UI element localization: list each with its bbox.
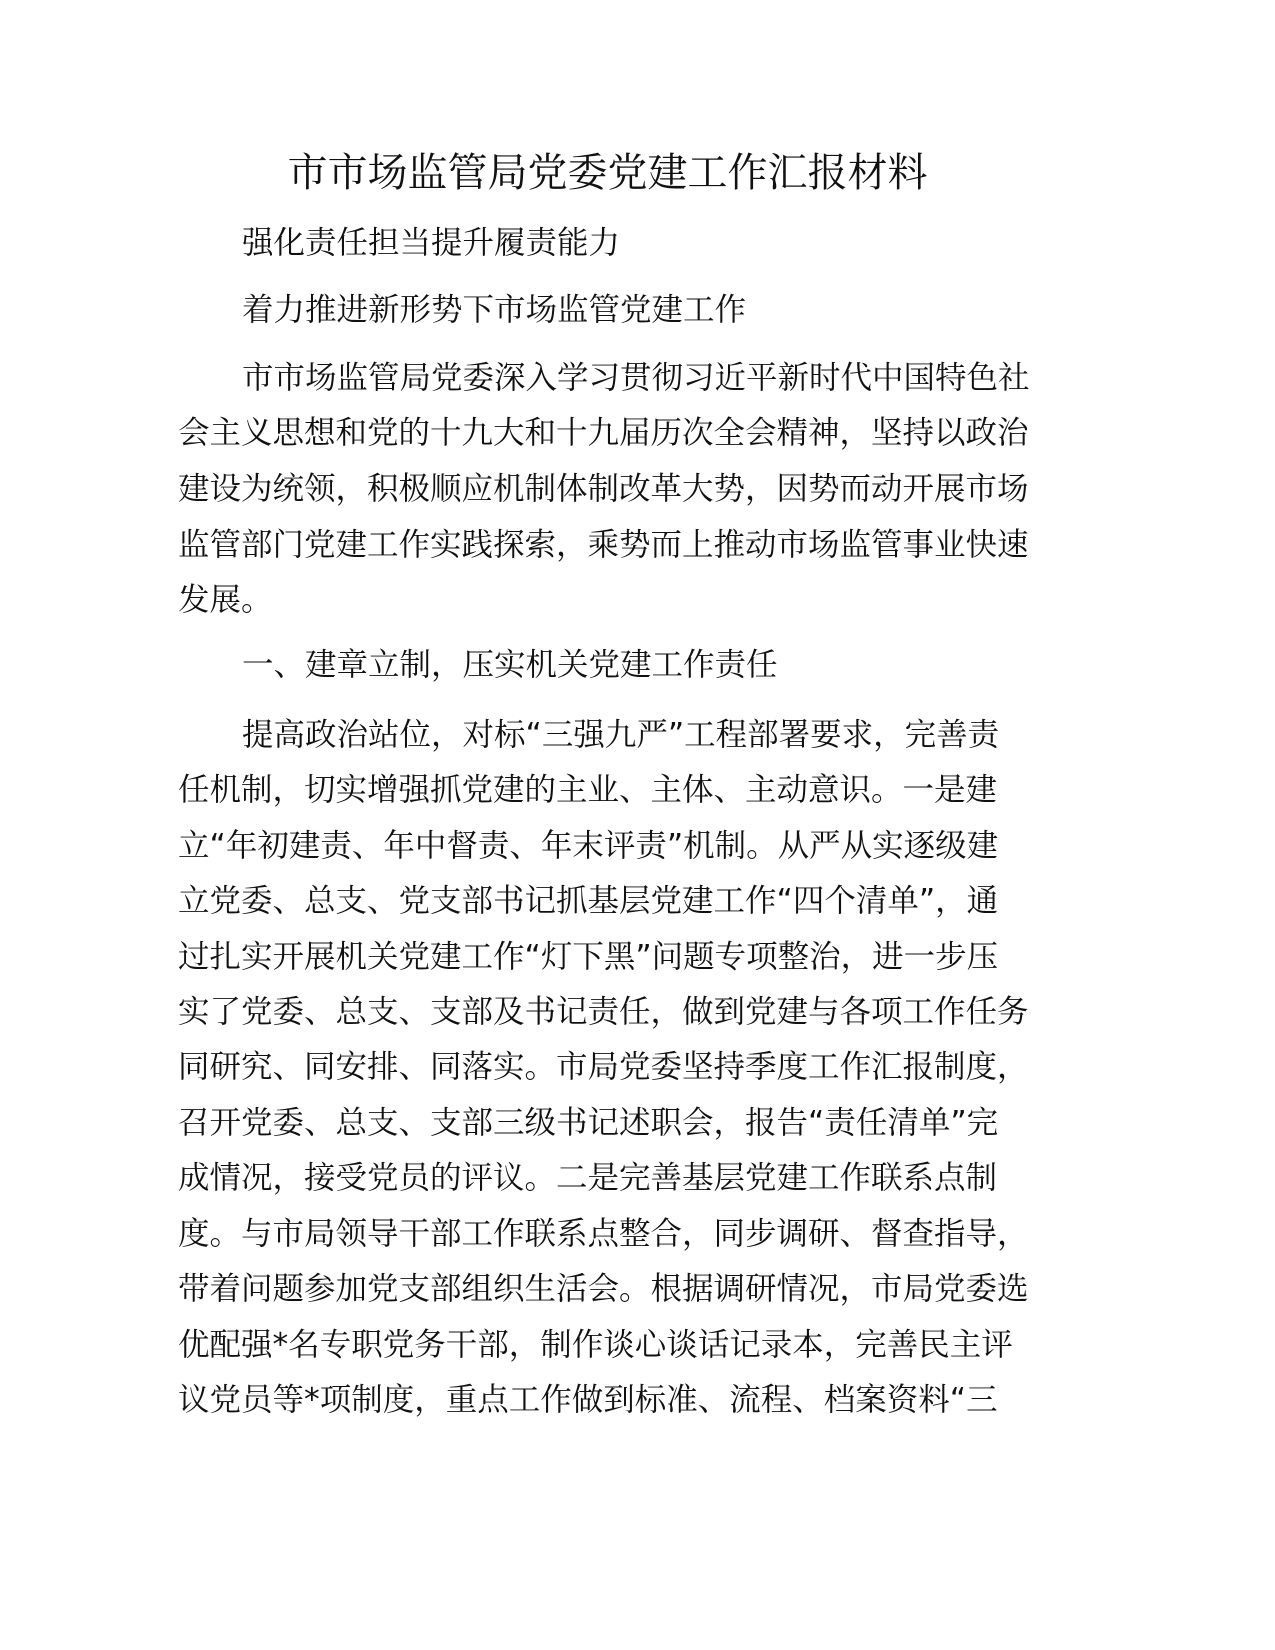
paragraph-line: 实了党委、总支、支部及书记责任，做到党建与各项工作任务 bbox=[178, 994, 1029, 1030]
paragraph-line: 发展。 bbox=[178, 582, 273, 618]
paragraph-line: 市市场监管局党委深入学习贯彻习近平新时代中国特色社 bbox=[242, 360, 1030, 396]
paragraph-line: 任机制，切实增强抓党建的主业、主体、主动意识。一是建 bbox=[178, 772, 998, 808]
paragraph-line: 立“年初建责、年中督责、年末评责”机制。从严从实逐级建 bbox=[178, 828, 999, 864]
document-title: 市市场监管局党委党建工作汇报材料 bbox=[287, 150, 928, 196]
paragraph-line: 成情况，接受党员的评议。二是完善基层党建工作联系点制 bbox=[178, 1160, 998, 1196]
paragraph-line: 监管部门党建工作实践探索，乘势而上推动市场监管事业快速 bbox=[178, 527, 1029, 563]
paragraph-line: 度。与市局领导干部工作联系点整合，同步调研、督查指导， bbox=[178, 1216, 1029, 1252]
paragraph-line: 议党员等*项制度，重点工作做到标准、流程、档案资料“三 bbox=[178, 1382, 998, 1418]
paragraph-line: 优配强*名专职党务干部，制作谈心谈话记录本，完善民主评 bbox=[178, 1327, 1013, 1363]
paragraph-line: 立党委、总支、党支部书记抓基层党建工作“四个清单”，通 bbox=[178, 883, 999, 919]
paragraph-line: 建设为统领，积极顺应机制体制改革大势，因势而动开展市场 bbox=[178, 471, 1029, 507]
subtitle-2: 着力推进新形势下市场监管党建工作 bbox=[242, 292, 747, 328]
paragraph-line: 同研究、同安排、同落实。市局党委坚持季度工作汇报制度， bbox=[178, 1049, 1029, 1085]
paragraph-line: 过扎实开展机关党建工作“灯下黑”问题专项整治，进一步压 bbox=[178, 939, 999, 975]
section-heading: 一、建章立制，压实机关党建工作责任 bbox=[242, 647, 778, 683]
paragraph-line: 提高政治站位，对标“三强九严”工程部署要求，完善责 bbox=[242, 717, 1000, 753]
paragraph-line: 召开党委、总支、支部三级书记述职会，报告“责任清单”完 bbox=[178, 1105, 999, 1141]
paragraph-line: 带着问题参加党支部组织生活会。根据调研情况，市局党委选 bbox=[178, 1271, 1029, 1307]
subtitle-1: 强化责任担当提升履责能力 bbox=[242, 225, 621, 261]
paragraph-line: 会主义思想和党的十九大和十九届历次全会精神，坚持以政治 bbox=[178, 415, 1029, 451]
